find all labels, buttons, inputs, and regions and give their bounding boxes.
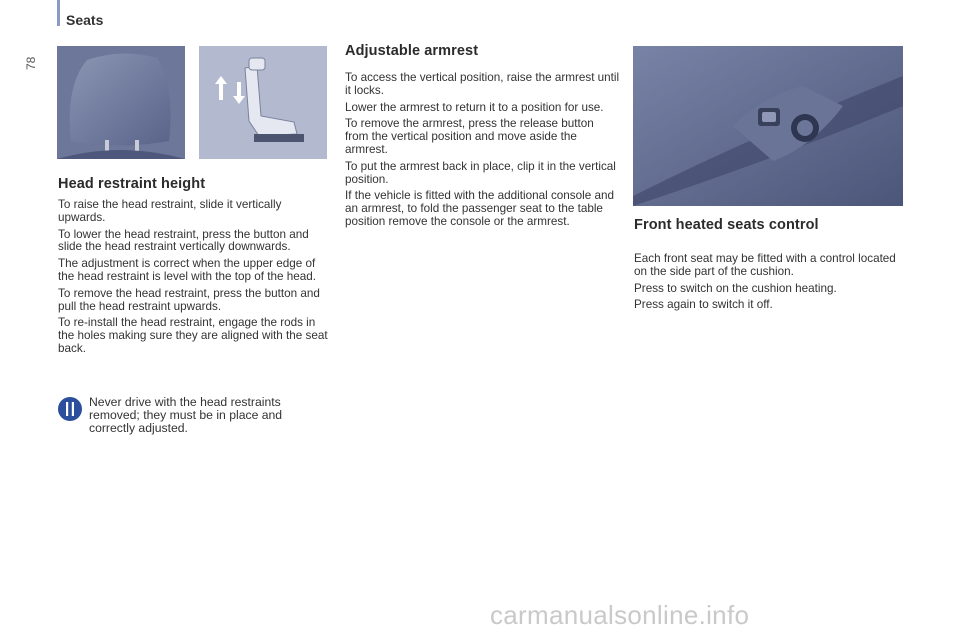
warning-info-icon <box>58 397 82 421</box>
paragraph: To raise the head restraint, slide it vertically upwards. <box>58 198 282 224</box>
paragraph: Press again to switch it off. <box>634 298 773 312</box>
paragraph: If the vehicle is fitted with the additional console and an armrest, to fold the passenger seat to the table position remove the console or the armrest. <box>345 189 614 228</box>
armrest-heading: Adjustable armrest <box>345 43 479 59</box>
paragraph: To lower the head restraint, press the button and slide the head restraint vertically downwards. <box>58 227 309 254</box>
head-restraint-body <box>58 199 330 360</box>
paragraph: Each front seat may be fitted with a control located on the side part of the cushion. <box>634 252 896 278</box>
heated-seats-body <box>634 253 906 316</box>
paragraph: Lower the armrest to return it to a position for use. <box>345 100 604 114</box>
page-number: 78 <box>24 56 38 70</box>
paragraph: To access the vertical position, raise the armrest until it locks. <box>345 71 620 97</box>
heated-seats-heading: Front heated seats control <box>634 217 819 233</box>
seat-diagram-photo <box>199 46 327 159</box>
head-restraint-heading: Head restraint height <box>58 176 206 192</box>
watermark: carmanualsonline.info <box>490 600 750 630</box>
paragraph: The adjustment is correct when the upper edge of the head restraint is level with the top of the head. <box>58 257 316 283</box>
paragraph: To remove the armrest, press the release button from the vertical position and move aside the armrest. <box>345 117 594 156</box>
paragraph: To remove the head restraint, press the button and pull the head restraint upwards. <box>58 286 320 313</box>
heated-seat-control-photo <box>633 46 903 206</box>
paragraph: Press to switch on the cushion heating. <box>634 281 837 295</box>
warning-text: Never drive with the head restraints removed; they must be in place and correctly adjusted. <box>89 395 283 436</box>
header-accent-bar <box>57 0 60 26</box>
armrest-body <box>345 72 620 233</box>
head-restraint-photo <box>57 46 185 159</box>
paragraph: To re-install the head restraint, engage the rods in the holes making sure they are aligned with the seat back. <box>58 316 328 355</box>
paragraph: To put the armrest back in place, clip it in the vertical position. <box>345 159 616 186</box>
section-title: Seats <box>66 12 104 28</box>
